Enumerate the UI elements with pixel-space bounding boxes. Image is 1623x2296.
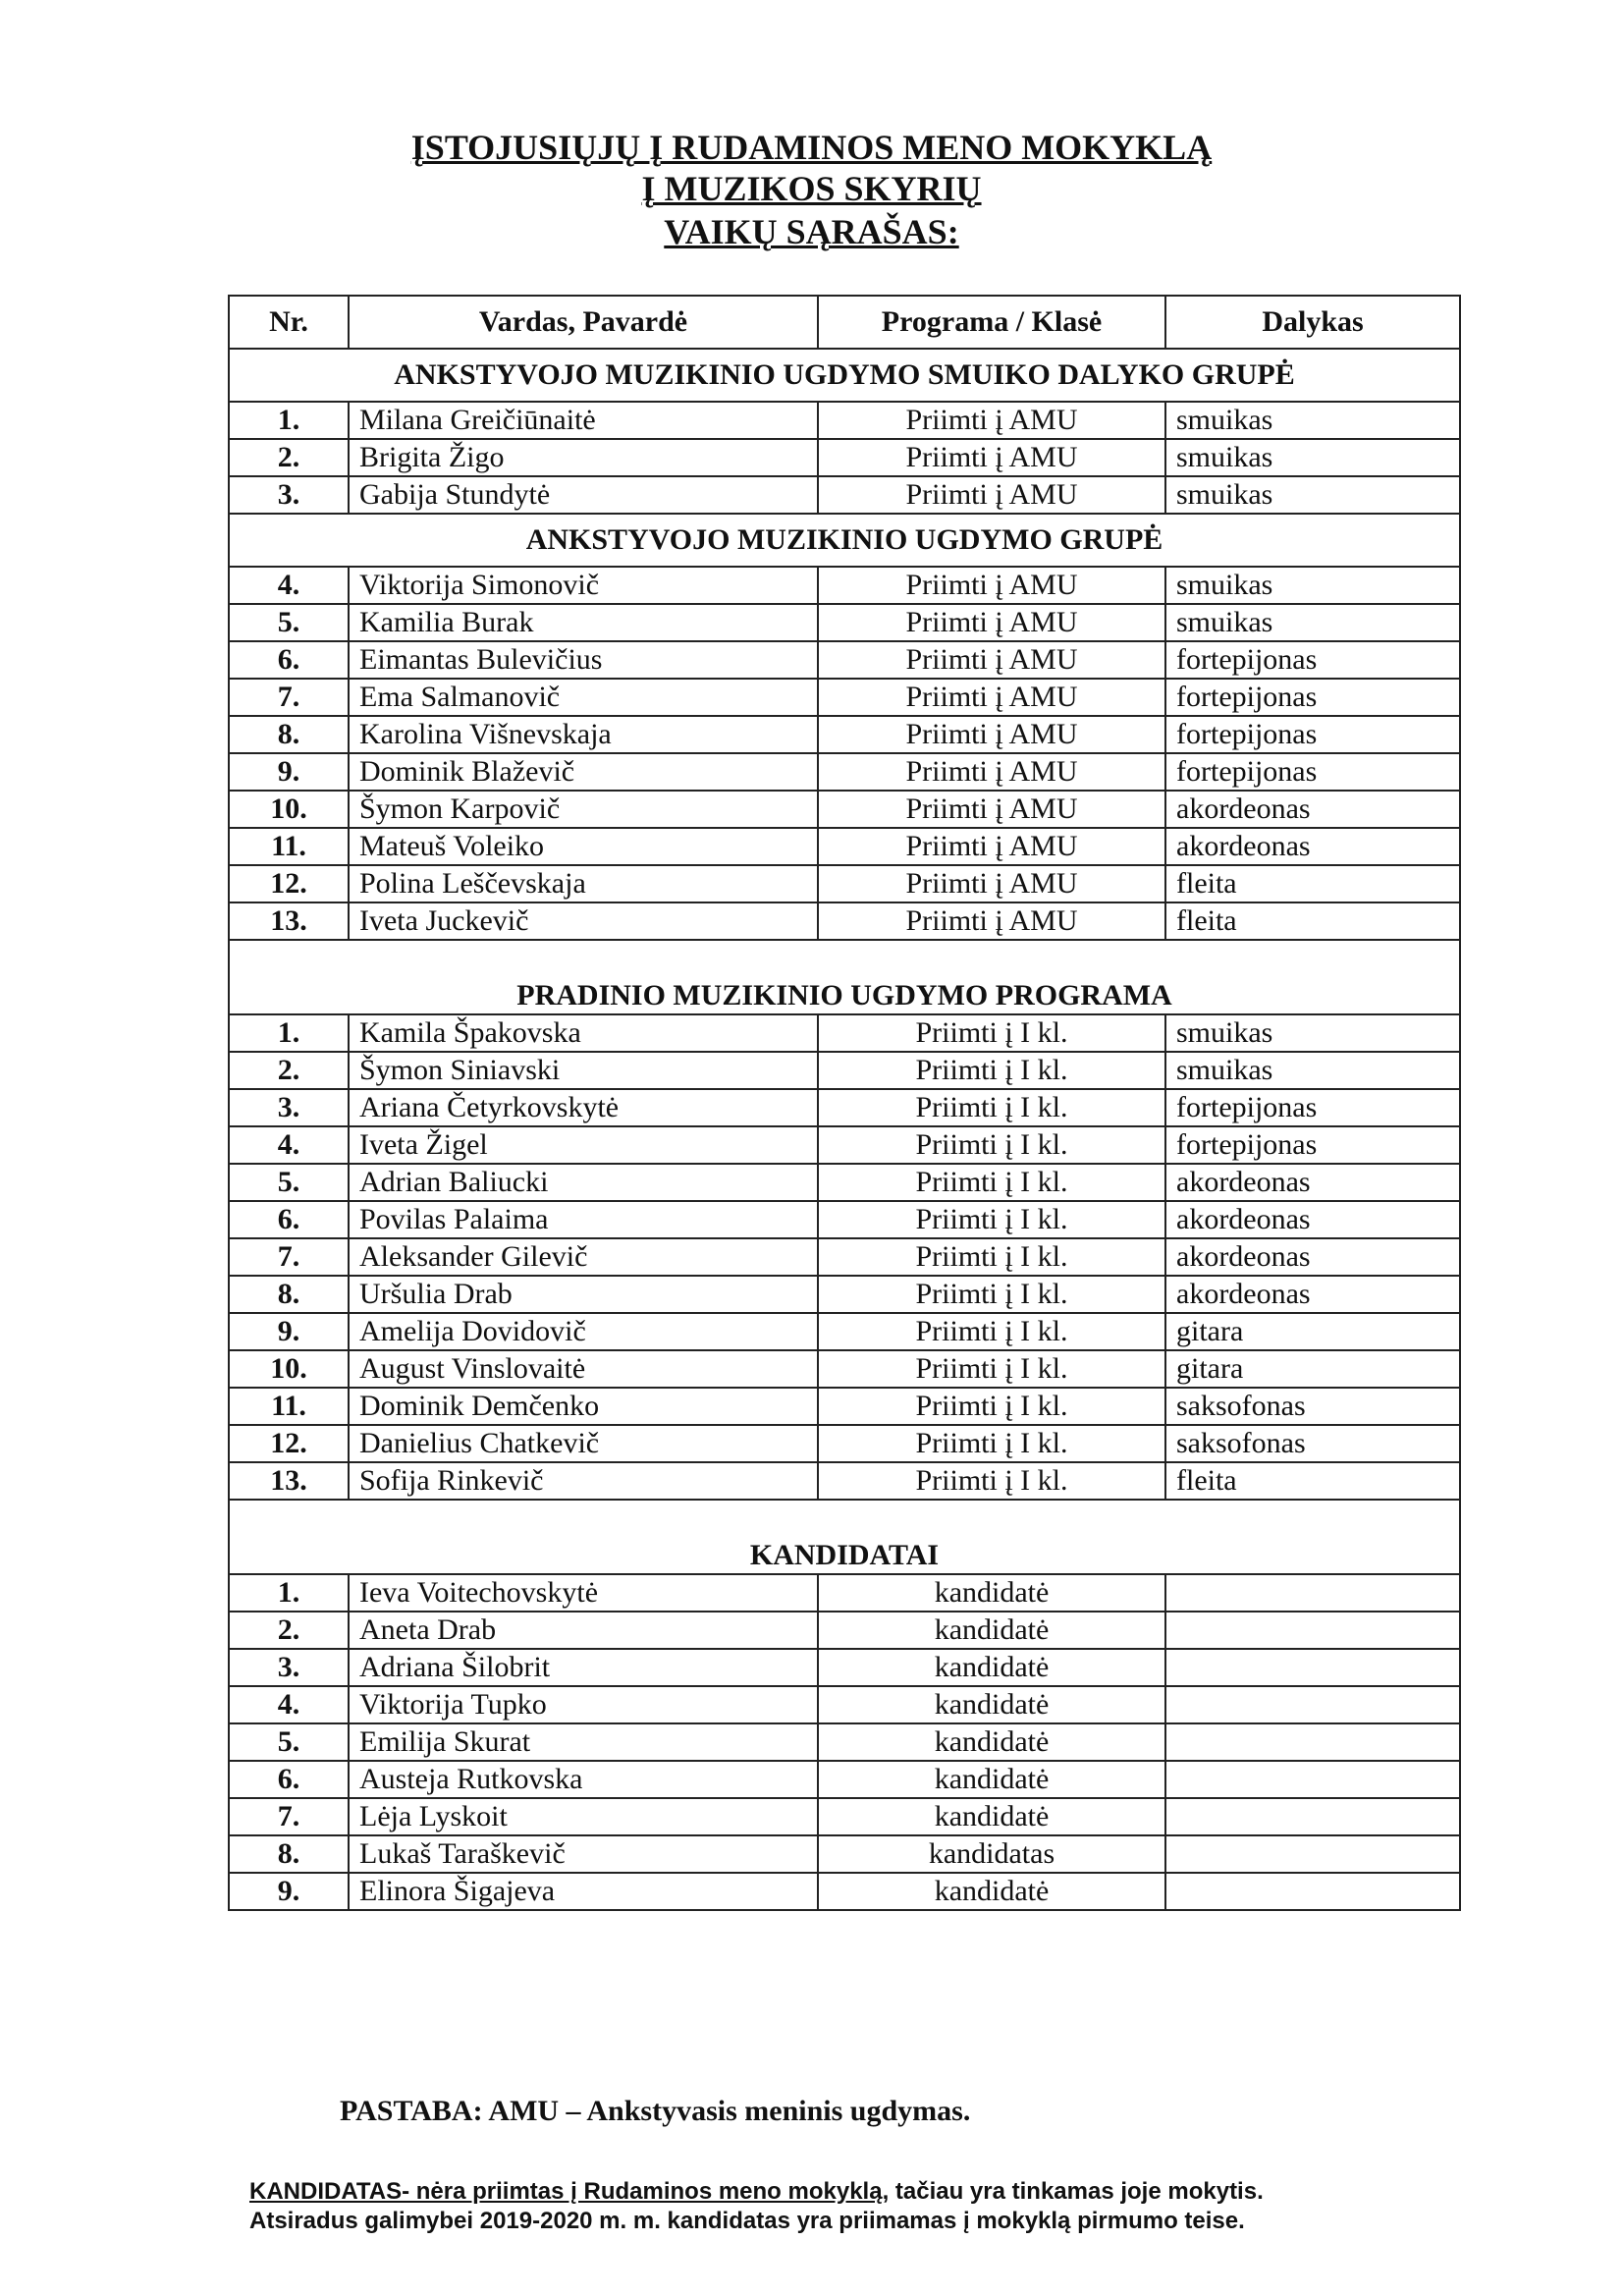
header-nr: Nr. [229,296,349,349]
row-subject: smuikas [1165,476,1460,514]
row-subject: fortepijonas [1165,1089,1460,1126]
row-subject: fortepijonas [1165,716,1460,753]
row-program: Priimti į AMU [818,567,1165,604]
row-program: kandidatė [818,1761,1165,1798]
row-program: Priimti į I kl. [818,1089,1165,1126]
row-program: Priimti į AMU [818,902,1165,940]
row-name: Elinora Šigajeva [349,1873,818,1910]
row-subject: gitara [1165,1313,1460,1350]
table-row [229,1089,1460,1126]
table-row [229,1835,1460,1873]
row-name: Polina Leščevskaja [349,865,818,902]
row-program: Priimti į I kl. [818,1388,1165,1425]
row-subject: smuikas [1165,1052,1460,1089]
table-row [229,1164,1460,1201]
row-number: 2. [229,439,349,476]
section-title: KANDIDATAI [229,1500,1460,1574]
row-name: Dominik Demčenko [349,1388,818,1425]
row-subject: smuikas [1165,604,1460,641]
row-subject [1165,1873,1460,1910]
row-number: 7. [229,1798,349,1835]
row-name: Austeja Rutkovska [349,1761,818,1798]
table-row [229,1873,1460,1910]
row-subject: akordeonas [1165,1164,1460,1201]
row-name: Dominik Blaževič [349,753,818,791]
row-name: Lėja Lyskoit [349,1798,818,1835]
table-row [229,1238,1460,1276]
row-number: 13. [229,1462,349,1500]
row-name: Povilas Palaima [349,1201,818,1238]
row-program: kandidatė [818,1873,1165,1910]
table-row [229,1723,1460,1761]
row-subject: fleita [1165,865,1460,902]
row-name: Viktorija Simonovič [349,567,818,604]
table-row [229,402,1460,439]
table-row [229,641,1460,679]
row-program: Priimti į AMU [818,439,1165,476]
row-program: Priimti į I kl. [818,1313,1165,1350]
row-name: Eimantas Bulevičius [349,641,818,679]
row-number: 9. [229,1313,349,1350]
row-program: kandidatė [818,1686,1165,1723]
row-subject: akordeonas [1165,1201,1460,1238]
row-name: Lukaš Taraškevič [349,1835,818,1873]
row-program: Priimti į AMU [818,828,1165,865]
row-program: Priimti į I kl. [818,1201,1165,1238]
row-number: 6. [229,641,349,679]
row-name: Viktorija Tupko [349,1686,818,1723]
row-name: Danielius Chatkevič [349,1425,818,1462]
row-program: Priimti į AMU [818,753,1165,791]
row-name: Šymon Karpovič [349,791,818,828]
row-number: 3. [229,476,349,514]
note-amu: PASTABA: AMU – Ankstyvasis meninis ugdymas. [340,2095,971,2127]
row-number: 8. [229,1276,349,1313]
row-number: 2. [229,1052,349,1089]
row-name: Kamilia Burak [349,604,818,641]
row-program: Priimti į I kl. [818,1126,1165,1164]
table-row [229,476,1460,514]
row-program: kandidatė [818,1798,1165,1835]
table-row [229,753,1460,791]
table-row [229,791,1460,828]
table-row [229,1462,1460,1500]
table-row [229,567,1460,604]
row-program: Priimti į AMU [818,791,1165,828]
table-row [229,1126,1460,1164]
row-number: 7. [229,679,349,716]
row-subject: akordeonas [1165,1276,1460,1313]
row-program: kandidatė [818,1723,1165,1761]
row-subject: gitara [1165,1350,1460,1388]
table-row [229,1612,1460,1649]
row-subject: fleita [1165,1462,1460,1500]
title-line-1: ĮSTOJUSIŲJŲ Į RUDAMINOS MENO MOKYKLĄ [410,128,1213,167]
row-program: Priimti į I kl. [818,1014,1165,1052]
row-number: 4. [229,1686,349,1723]
row-program: Priimti į AMU [818,402,1165,439]
table-row [229,1014,1460,1052]
row-number: 1. [229,1574,349,1612]
row-program: Priimti į AMU [818,679,1165,716]
row-subject: fleita [1165,902,1460,940]
footer-underlined: KANDIDATAS- nėra priimtas į Rudaminos meno mokyklą, [249,2178,890,2205]
row-number: 3. [229,1089,349,1126]
row-subject: akordeonas [1165,791,1460,828]
table-row [229,604,1460,641]
row-number: 13. [229,902,349,940]
row-program: Priimti į I kl. [818,1238,1165,1276]
row-name: Aneta Drab [349,1612,818,1649]
row-number: 5. [229,1164,349,1201]
row-name: August Vinslovaitė [349,1350,818,1388]
table-row [229,1686,1460,1723]
section-title: PRADINIO MUZIKINIO UGDYMO PROGRAMA [229,940,1460,1014]
row-subject [1165,1798,1460,1835]
row-number: 8. [229,716,349,753]
row-subject [1165,1574,1460,1612]
header-subject: Dalykas [1165,296,1460,349]
row-subject: akordeonas [1165,1238,1460,1276]
row-subject [1165,1835,1460,1873]
row-subject: smuikas [1165,402,1460,439]
row-subject: saksofonas [1165,1388,1460,1425]
row-number: 5. [229,604,349,641]
row-subject: fortepijonas [1165,641,1460,679]
row-name: Uršulia Drab [349,1276,818,1313]
table-row [229,1052,1460,1089]
students-table [228,295,1461,1911]
row-number: 6. [229,1201,349,1238]
row-name: Iveta Juckevič [349,902,818,940]
footer-rest: tačiau yra tinkamas joje mokytis. [889,2178,1264,2205]
row-name: Kamila Špakovska [349,1014,818,1052]
row-subject [1165,1723,1460,1761]
row-name: Amelija Dovidovič [349,1313,818,1350]
row-name: Brigita Žigo [349,439,818,476]
table-row [229,1350,1460,1388]
row-name: Iveta Žigel [349,1126,818,1164]
row-subject: saksofonas [1165,1425,1460,1462]
row-number: 6. [229,1761,349,1798]
table-row [229,1313,1460,1350]
table-row [229,1798,1460,1835]
row-name: Adrian Baliucki [349,1164,818,1201]
row-name: Gabija Stundytė [349,476,818,514]
row-program: Priimti į I kl. [818,1052,1165,1089]
row-subject: smuikas [1165,1014,1460,1052]
row-number: 11. [229,1388,349,1425]
row-subject [1165,1761,1460,1798]
row-number: 12. [229,1425,349,1462]
row-subject: fortepijonas [1165,753,1460,791]
section-title-row [229,349,1460,402]
row-program: Priimti į I kl. [818,1164,1165,1201]
section-title: ANKSTYVOJO MUZIKINIO UGDYMO GRUPĖ [229,514,1460,567]
row-number: 9. [229,753,349,791]
table-row [229,1649,1460,1686]
row-program: Priimti į I kl. [818,1350,1165,1388]
table-row [229,439,1460,476]
row-number: 5. [229,1723,349,1761]
row-subject: smuikas [1165,439,1460,476]
row-program: kandidatas [818,1835,1165,1873]
section-title-row [229,514,1460,567]
title-line-3: VAIKŲ SĄRAŠAS: [664,212,959,251]
row-subject: akordeonas [1165,828,1460,865]
footer-text [249,2177,1467,2236]
row-name: Mateuš Voleiko [349,828,818,865]
row-number: 9. [229,1873,349,1910]
table-row [229,828,1460,865]
row-subject [1165,1649,1460,1686]
row-name: Adriana Šilobrit [349,1649,818,1686]
table-row [229,679,1460,716]
row-name: Ema Salmanovič [349,679,818,716]
row-program: Priimti į AMU [818,865,1165,902]
row-program: Priimti į AMU [818,604,1165,641]
row-program: kandidatė [818,1612,1165,1649]
table-row [229,1574,1460,1612]
row-name: Karolina Višnevskaja [349,716,818,753]
row-number: 2. [229,1612,349,1649]
row-number: 11. [229,828,349,865]
row-program: Priimti į AMU [818,476,1165,514]
row-program: Priimti į I kl. [818,1462,1165,1500]
row-subject [1165,1686,1460,1723]
header-program: Programa / Klasė [818,296,1165,349]
row-number: 3. [229,1649,349,1686]
table-row [229,716,1460,753]
row-subject [1165,1612,1460,1649]
row-name: Šymon Siniavski [349,1052,818,1089]
row-number: 12. [229,865,349,902]
header-name: Vardas, Pavardė [349,296,818,349]
row-number: 10. [229,1350,349,1388]
table-row [229,1388,1460,1425]
row-program: Priimti į AMU [818,641,1165,679]
row-number: 7. [229,1238,349,1276]
row-number: 4. [229,1126,349,1164]
row-program: Priimti į AMU [818,716,1165,753]
table-row [229,902,1460,940]
row-number: 1. [229,1014,349,1052]
row-name: Sofija Rinkevič [349,1462,818,1500]
row-name: Emilija Skurat [349,1723,818,1761]
row-subject: fortepijonas [1165,679,1460,716]
table-row [229,1276,1460,1313]
table-row [229,1201,1460,1238]
row-number: 4. [229,567,349,604]
row-program: kandidatė [818,1649,1165,1686]
footer-line-1 [249,2177,1467,2207]
row-number: 8. [229,1835,349,1873]
header-row [229,296,1460,349]
row-name: Milana Greičiūnaitė [349,402,818,439]
section-title-row [229,940,1460,1014]
footer-line-2: Atsiradus galimybei 2019-2020 m. m. kandidatas yra priimamas į mokyklą pirmumo teise. [249,2208,1245,2234]
row-name: Ariana Četyrkovskytė [349,1089,818,1126]
row-program: Priimti į I kl. [818,1425,1165,1462]
row-name: Ieva Voitechovskytė [349,1574,818,1612]
row-program: kandidatė [818,1574,1165,1612]
row-subject: fortepijonas [1165,1126,1460,1164]
row-number: 10. [229,791,349,828]
row-name: Aleksander Gilevič [349,1238,818,1276]
row-number: 1. [229,402,349,439]
table-row [229,865,1460,902]
table-row [229,1761,1460,1798]
table-row [229,1425,1460,1462]
title-line-2: Į MUZIKOS SKYRIŲ [641,169,982,208]
row-subject: smuikas [1165,567,1460,604]
section-title-row [229,1500,1460,1574]
section-title: ANKSTYVOJO MUZIKINIO UGDYMO SMUIKO DALYKO GRUPĖ [229,349,1460,402]
row-program: Priimti į I kl. [818,1276,1165,1313]
